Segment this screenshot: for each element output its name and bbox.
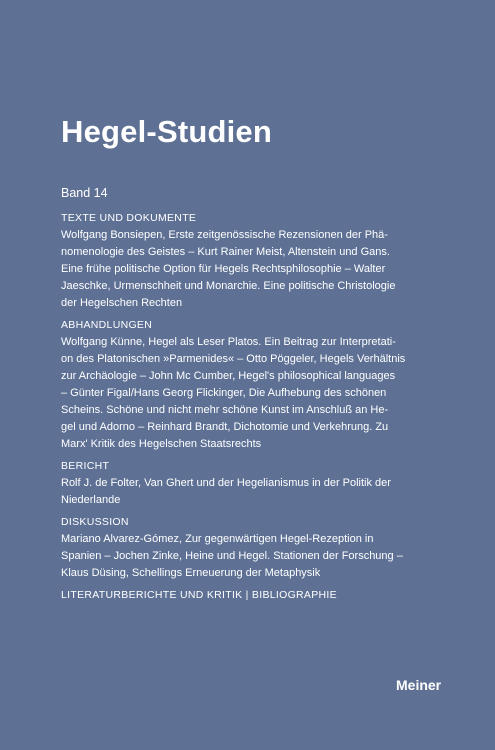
section-heading: BERICHT — [61, 460, 110, 472]
book-title: Hegel-Studien — [61, 114, 273, 149]
literature-bibliography-line: LITERATURBERICHTE UND KRITIK | BIBLIOGRAPHIE — [61, 589, 337, 601]
section-heading: ABHANDLUNGEN — [61, 319, 153, 331]
content-line: Wolfgang Bonsiepen, Erste zeitgenössische Rezensionen der Phä- — [61, 229, 388, 241]
content-line: Eine frühe politische Option für Hegels Rechtsphilosophie – Walter — [61, 263, 386, 275]
section-bericht — [61, 458, 461, 509]
section-abhandlungen — [61, 317, 461, 453]
content-line: der Hegelschen Rechten — [61, 297, 183, 309]
content-line: Mariano Alvarez-Gómez, Zur gegenwärtigen Hegel-Rezeption in — [61, 533, 374, 545]
content-line: on des Platonischen »Parmenides« – Otto Pöggeler, Hegels Verhältnis — [61, 353, 406, 365]
content-line: nomenologie des Geistes – Kurt Rainer Meist, Altenstein und Gans. — [61, 246, 390, 258]
table-of-contents — [61, 210, 461, 604]
content-line: zur Archäologie – John Mc Cumber, Hegel's philosophical languages — [61, 370, 396, 382]
volume-number: Band 14 — [61, 186, 108, 200]
section-diskussion — [61, 514, 461, 582]
content-line: Spanien – Jochen Zinke, Heine und Hegel. Stationen der Forschung – — [61, 550, 403, 562]
section-heading: TEXTE UND DOKUMENTE — [61, 212, 197, 224]
content-line: Rolf J. de Folter, Van Ghert und der Hegelianismus in der Politik der — [61, 477, 391, 489]
section-texte-und-dokumente — [61, 210, 461, 312]
content-line: Marx' Kritik des Hegelschen Staatsrechts — [61, 438, 262, 450]
content-line: Jaeschke, Urmenschheit und Monarchie. Eine politische Christologie — [61, 280, 396, 292]
content-line: Scheins. Schöne und nicht mehr schöne Kunst im Anschluß an He- — [61, 404, 389, 416]
content-line: gel und Adorno – Reinhard Brandt, Dichotomie und Verkehrung. Zu — [61, 421, 389, 433]
content-line: Wolfgang Künne, Hegel als Leser Platos. Ein Beitrag zur Interpretati- — [61, 336, 396, 348]
content-line: Klaus Düsing, Schellings Erneuerung der Metaphysik — [61, 567, 321, 579]
section-heading: DISKUSSION — [61, 516, 129, 528]
content-line: – Günter Figal/Hans Georg Flickinger, Die Aufhebung des schönen — [61, 387, 387, 399]
content-line: Niederlande — [61, 494, 121, 506]
publisher-name: Meiner — [396, 677, 442, 693]
